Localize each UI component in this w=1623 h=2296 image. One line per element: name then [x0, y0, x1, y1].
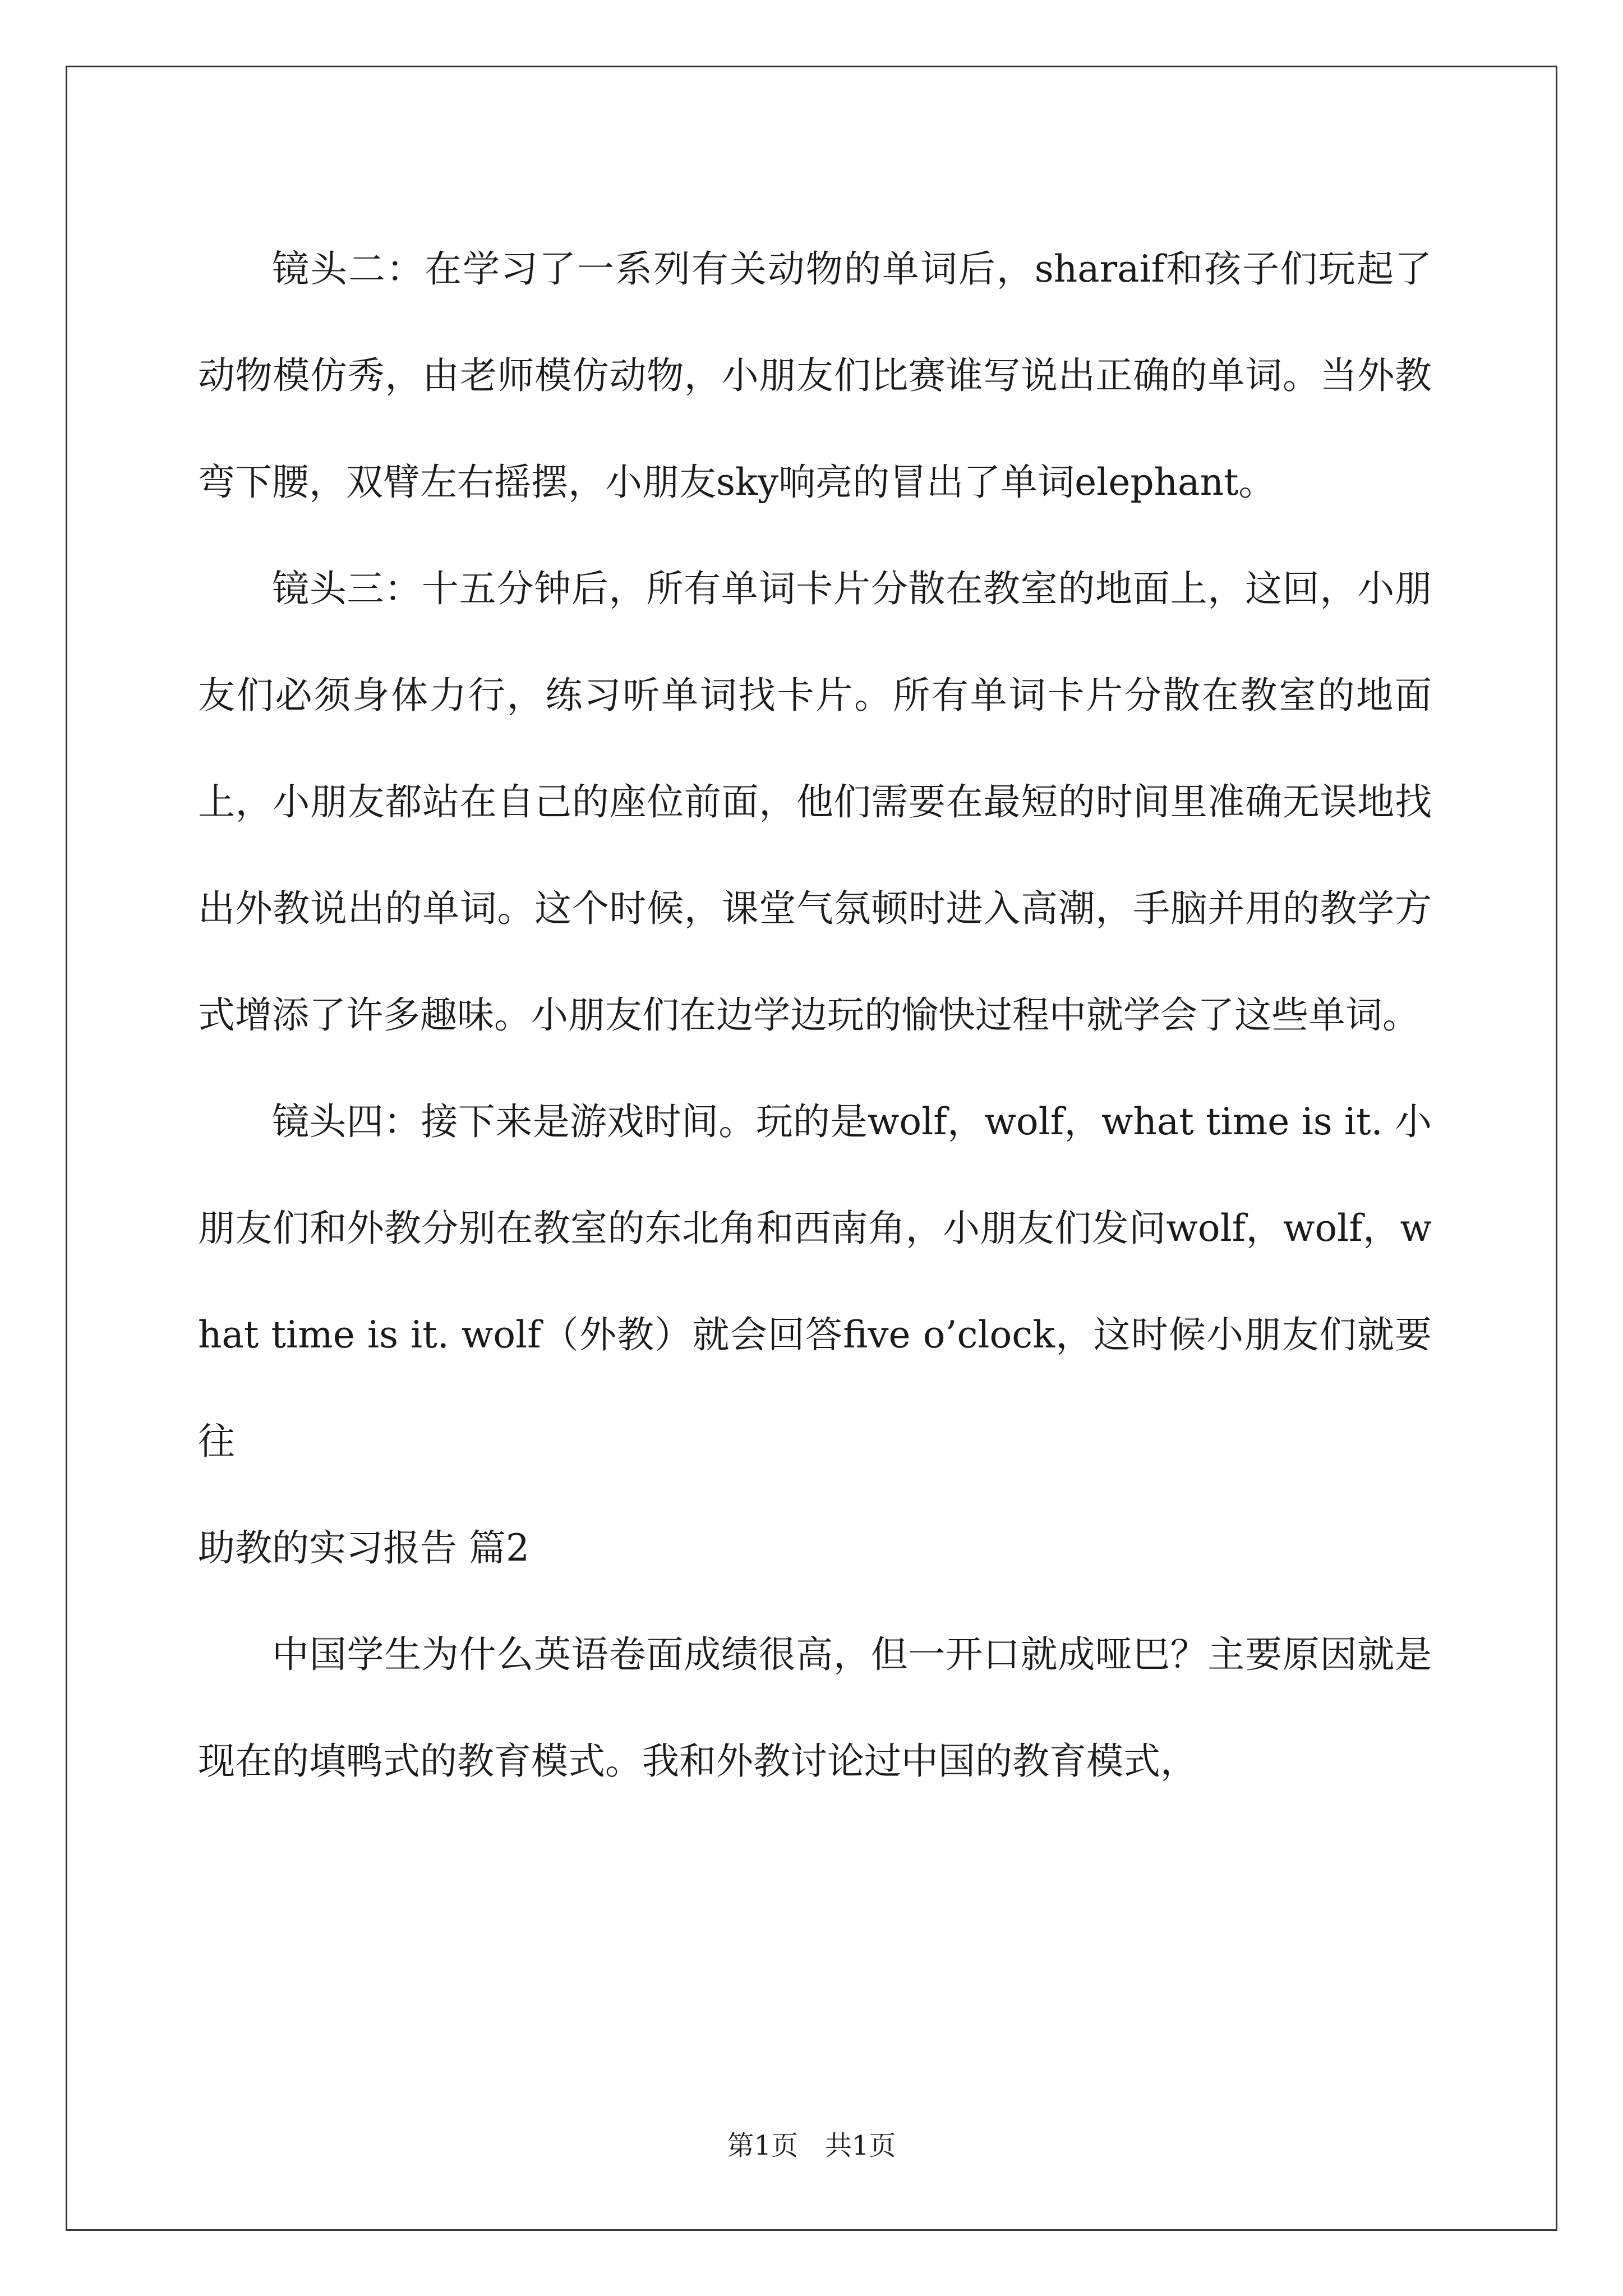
section-heading: 助教的实习报告 篇2	[198, 1526, 529, 1570]
page-footer: 第1页 共1页	[727, 2130, 896, 2161]
paragraph-scene-four: 镜头四：接下来是游戏时间。玩的是wolf，wolf，what time is it. 小朋友们和外教分别在教室的东北角和西南角，小朋友们发问wolf，wolf，what time is it. wolf（外教）就会回答five o’clock，这时候小朋友们就要往	[198, 1100, 1432, 1463]
paragraph-scene-three: 镜头三：十五分钟后，所有单词卡片分散在教室的地面上，这回，小朋友们必须身体力行，练习听单词找卡片。所有单词卡片分散在教室的地面上，小朋友都站在自己的座位前面，他们需要在最短的时间里准确无误地找出外教说出的单词。这个时候，课堂气氛顿时进入高潮，手脑并用的教学方式增添了许多趣味。小朋友们在边学边玩的愉快过程中就学会了这些单词。	[198, 567, 1432, 1037]
paragraph-article-two-intro: 中国学生为什么英语卷面成绩很高，但一开口就成哑巴？主要原因就是现在的填鸭式的教育模式。我和外教讨论过中国的教育模式，	[198, 1633, 1432, 1783]
document-body	[198, 216, 1432, 1815]
paragraph-scene-two: 镜头二：在学习了一系列有关动物的单词后，sharaif和孩子们玩起了动物模仿秀，由老师模仿动物，小朋友们比赛谁写说出正确的单词。当外教弯下腰，双臂左右摇摆，小朋友sky响亮的冒出了单词elephant。	[198, 247, 1432, 504]
